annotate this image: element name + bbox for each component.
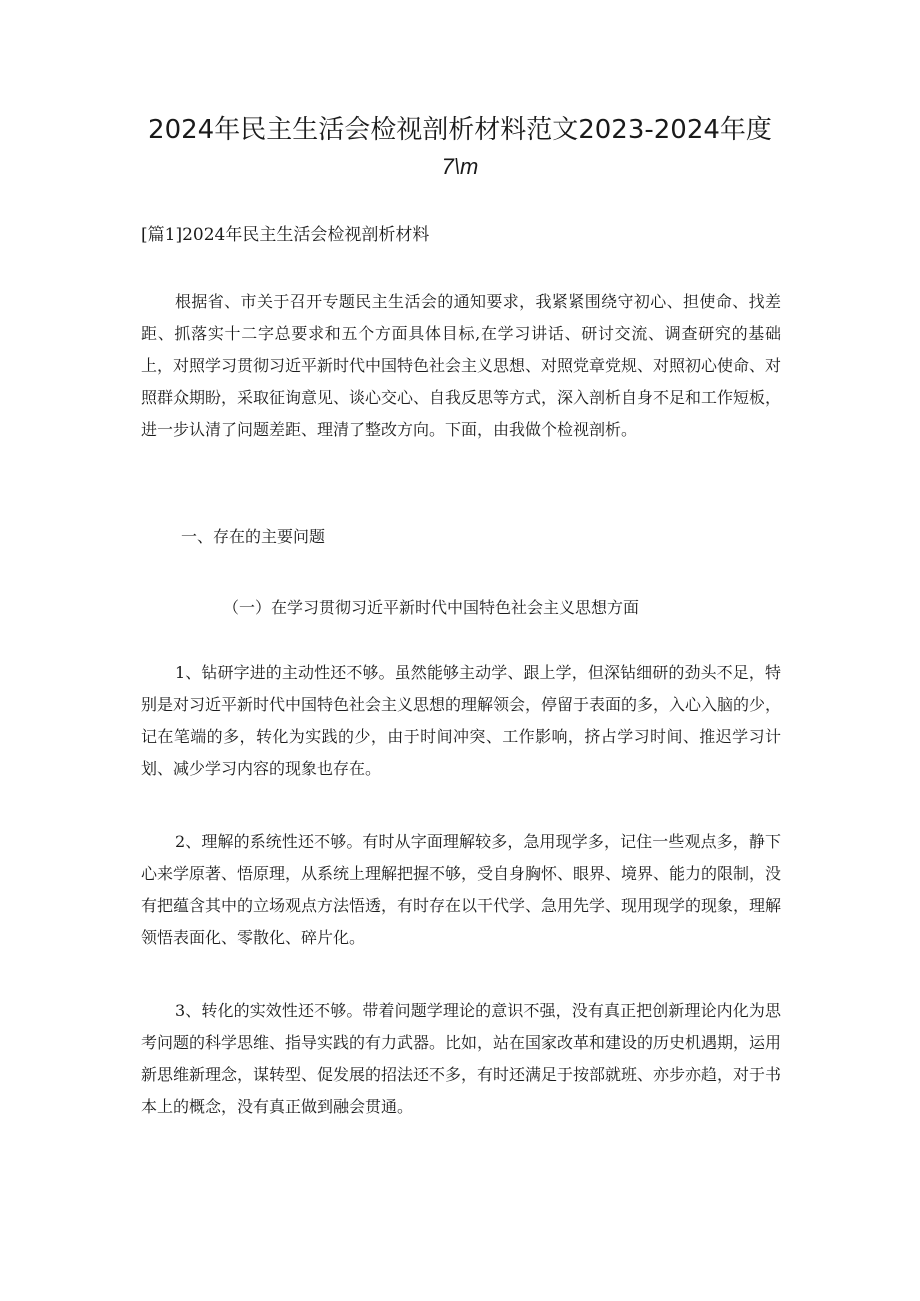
item-paragraph-2: 2、理解的系统性还不够。有时从字面理解较多，急用现学多，记住一些观点多，静下心来学原著、悟原理，从系统上理解把握不够，受自身胸怀、眼界、境界、能力的限制，没有把蕴含其中的立场观点方法悟透，有时存在以干代学、急用先学、现用现学的现象，理解领悟表面化、零散化、碎片化。 [141, 832, 782, 947]
document-subtitle: 7\m [441, 154, 479, 179]
item-paragraph-1: 1、钻研字进的主动性还不够。虽然能够主动学、跟上学，但深钻细研的劲头不足，特别是对习近平新时代中国特色社会主义思想的理解领会，停留于表面的多，入心入脑的少，记在笔端的多，转化为实践的少，由于时间冲突、工作影响，挤占学习时间、推迟学习计划、减少学习内容的现象也存在。 [141, 663, 782, 778]
section-label: [篇1]2024年民主生活会检视剖析材料 [141, 225, 430, 245]
heading-main-problems: 一、存在的主要问题 [181, 527, 326, 546]
document-title: 2024年民主生活会检视剖析材料范文2023-2024年度 [148, 115, 772, 145]
heading-study-section: （一）在学习贯彻习近平新时代中国特色社会主义思想方面 [223, 598, 640, 617]
item-paragraph-3: 3、转化的实效性还不够。带着问题学理论的意识不强，没有真正把创新理论内化为思考问题的科学思维、指导实践的有力武器。比如，站在国家改革和建设的历史机遇期，运用新思维新理念，谋转型、促发展的招法还不多，有时还满足于按部就班、亦步亦趋，对于书本上的概念，没有真正做到融会贯通。 [141, 1001, 782, 1116]
intro-paragraph: 根据省、市关于召开专题民主生活会的通知要求，我紧紧围绕守初心、担使命、找差距、抓落实十二字总要求和五个方面具体目标,在学习讲话、研讨交流、调查研究的基础上，对照学习贯彻习近平新时代中国特色社会主义思想、对照党章党规、对照初心使命、对照群众期盼，采取征询意见、谈心交心、自我反思等方式，深入剖析自身不足和工作短板，进一步认清了问题差距、理清了整改方向。下面，由我做个检视剖析。 [141, 292, 782, 439]
